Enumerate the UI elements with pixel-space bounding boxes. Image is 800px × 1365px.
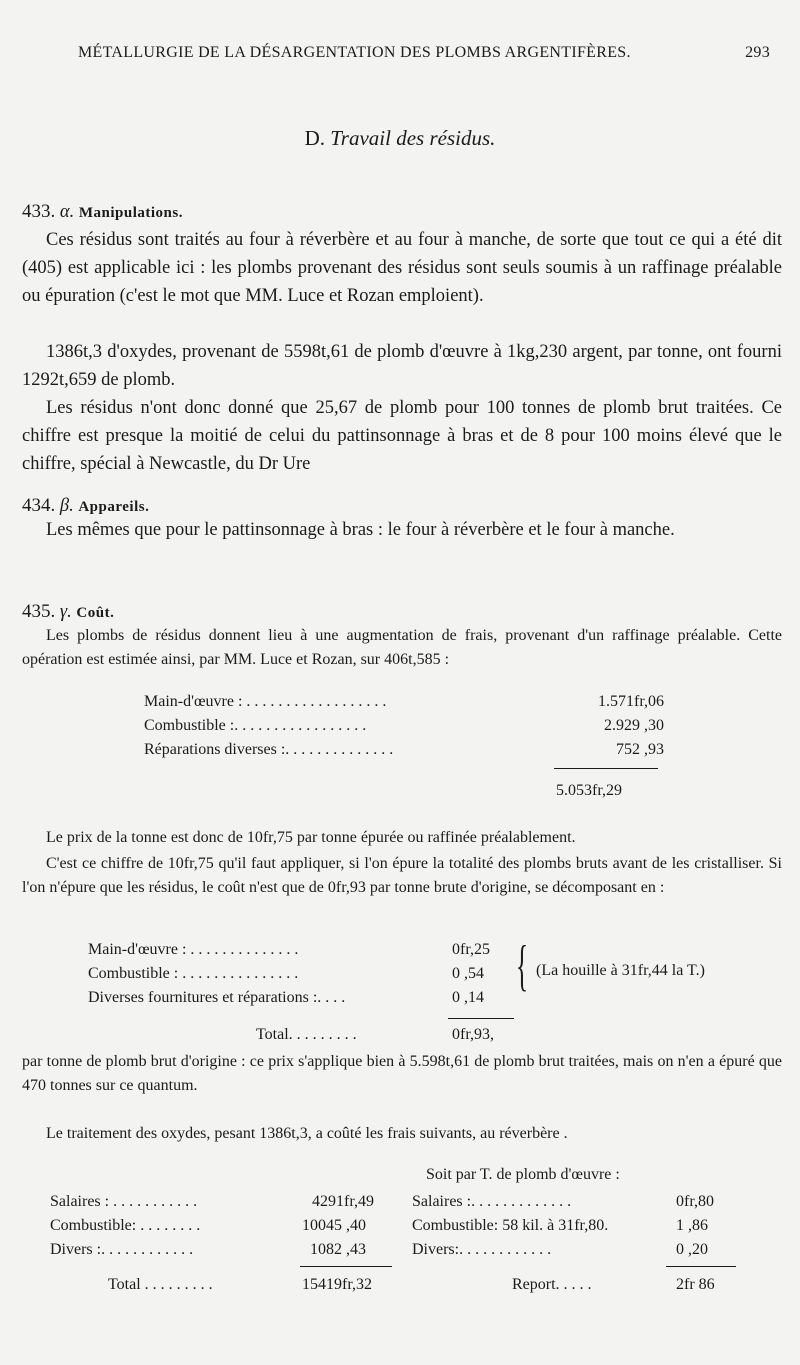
row-label: Main-d'œuvre : . . . . . . . . . . . . . .: [88, 941, 299, 958]
row-value-per-ton: 0fr,80: [676, 1193, 715, 1210]
subsection-heading: Appareils.: [78, 499, 150, 515]
coal-price-note: (La houille à 31fr,44 la T.): [536, 962, 705, 979]
paragraph-number: 433.: [22, 201, 56, 222]
paragraph-number: 434.: [22, 495, 56, 516]
paragraph-435-text-4: par tonne de plomb brut d'origine : ce prix s'applique bien à 5.598t,61 de plomb brut traitées, mais on n'en a épuré que 470 tonnes sur ce quantum.: [22, 1053, 782, 1094]
right-brace: {: [516, 935, 529, 997]
paragraph-433-text-2: 1386t,3 d'oxydes, provenant de 5598t,61 de plomb d'œuvre à 1kg,230 argent, par tonne, ont fourni 1292t,659 de plomb.: [22, 342, 782, 390]
report-value: 2fr 86: [676, 1276, 715, 1293]
sum-rule: [448, 1018, 514, 1019]
greek-marker: β.: [59, 496, 74, 516]
total-label: Total . . . . . . . . .: [108, 1276, 213, 1293]
paragraph-433-text-1: Ces résidus sont traités au four à réverbère et au four à manche, de sorte que tout ce qui a été dit (405) est applicable ici : les plombs provenant des résidus sont seuls soumis à un raffinage préalable ou épuration (c'est le mot que MM. Luce et Rozan emploient).: [22, 230, 782, 306]
subsection-heading: Coût.: [76, 605, 115, 621]
row-label-per-ton: Combustible: 58 kil. à 31fr,80.: [412, 1217, 609, 1234]
row-value: 0fr,25: [452, 941, 491, 958]
table-total: 0fr,93,: [452, 1026, 495, 1043]
sum-rule: [300, 1266, 392, 1267]
row-label: Diverses fournitures et réparations :. . . .: [88, 989, 346, 1006]
table-row: [50, 1214, 730, 1238]
row-label: Réparations diverses :. . . . . . . . . . . . . .: [144, 741, 394, 758]
table-total: 5.053fr,29: [556, 782, 623, 799]
row-value: 4291fr,49: [312, 1193, 375, 1210]
running-header: [78, 44, 770, 74]
paragraph-435-heading: [22, 598, 782, 627]
row-value: 1.571fr,06: [597, 693, 664, 710]
paragraph-435-text-3: C'est ce chiffre de 10fr,75 qu'il faut appliquer, si l'on épure la totalité des plombs bruts avant de les cristalliser. Si l'on n'épure que les résidus, le coût n'est que de 0fr,93 par tonne brute d'origine, se décomposant en :: [22, 855, 782, 896]
row-value-per-ton: 0 ,20: [676, 1241, 708, 1258]
total-label: Total. . . . . . . . .: [256, 1026, 357, 1043]
subsection-heading: Manipulations.: [78, 205, 183, 221]
paragraph-433-text-3: Les résidus n'ont donc donné que 25,67 de plomb pour 100 tonnes de plomb brut traitées. Ce chiffre est presque la moitié de celui du pattinsonnage à bras et de 8 pour 100 moins élevé que le chiffre, spécial à Newcastle, du Dr Ure: [22, 398, 782, 474]
cost-table-oxides: [50, 1190, 730, 1262]
report-label: Report. . . . .: [512, 1276, 592, 1293]
page-number: 293: [745, 44, 770, 61]
row-label: Combustible: . . . . . . . .: [50, 1217, 201, 1234]
table-row: [88, 962, 508, 986]
row-label: Main-d'œuvre : . . . . . . . . . . . . . . . . . .: [144, 693, 387, 710]
table-subheading: Soit par T. de plomb d'œuvre :: [426, 1166, 620, 1183]
table-row: [144, 690, 664, 714]
table-row: [88, 986, 508, 1010]
row-label: Salaires : . . . . . . . . . . .: [50, 1193, 198, 1210]
row-value: 2.929 ,30: [604, 717, 664, 734]
table-row: [88, 938, 508, 962]
paragraph-435-text-1: Les plombs de résidus donnent lieu à une augmentation de frais, provenant d'un raffinage préalable. Cette opération est estimée ainsi, par MM. Luce et Rozan, sur 406t,585 :: [22, 627, 782, 668]
row-label: Combustible : . . . . . . . . . . . . . . .: [88, 965, 299, 982]
section-heading: [0, 126, 800, 151]
paragraph-434-text-1: Les mêmes que pour le pattinsonnage à bras : le four à réverbère et le four à manche.: [46, 520, 675, 540]
section-title: Travail des résidus.: [330, 126, 496, 150]
sum-rule: [554, 768, 658, 769]
paragraph-435-text-2: Le prix de la tonne est donc de 10fr,75 par tonne épurée ou raffinée préalablement.: [46, 829, 576, 846]
sum-rule: [666, 1266, 736, 1267]
table-total: 15419fr,32: [302, 1276, 373, 1293]
table-row: [50, 1190, 730, 1214]
cost-table-epuration: [88, 938, 508, 1010]
paragraph-435-text-5: Le traitement des oxydes, pesant 1386t,3, a coûté les frais suivants, au réverbère .: [46, 1125, 568, 1142]
row-label-per-ton: Salaires :. . . . . . . . . . . . .: [412, 1193, 572, 1210]
row-label: Combustible :. . . . . . . . . . . . . . . . .: [144, 717, 367, 734]
table-row: [144, 714, 664, 738]
row-value: 0 ,14: [452, 989, 484, 1006]
section-letter: D.: [304, 126, 326, 150]
row-value: 10045 ,40: [302, 1217, 366, 1234]
row-value: 752 ,93: [616, 741, 664, 758]
row-value: 0 ,54: [452, 965, 484, 982]
row-value-per-ton: 1 ,86: [676, 1217, 708, 1234]
cost-table-refining: [144, 690, 664, 762]
table-row: [144, 738, 664, 762]
row-label: Divers :. . . . . . . . . . . .: [50, 1241, 194, 1258]
row-value: 1082 ,43: [310, 1241, 366, 1258]
row-label-per-ton: Divers:. . . . . . . . . . . .: [412, 1241, 552, 1258]
paragraph-433-heading: [22, 198, 782, 227]
header-title: MÉTALLURGIE DE LA DÉSARGENTATION DES PLOMBS ARGENTIFÈRES.: [78, 44, 631, 61]
greek-marker: γ.: [59, 602, 72, 622]
greek-marker: α.: [59, 202, 75, 222]
table-row: [50, 1238, 730, 1262]
paragraph-number: 435.: [22, 601, 56, 622]
